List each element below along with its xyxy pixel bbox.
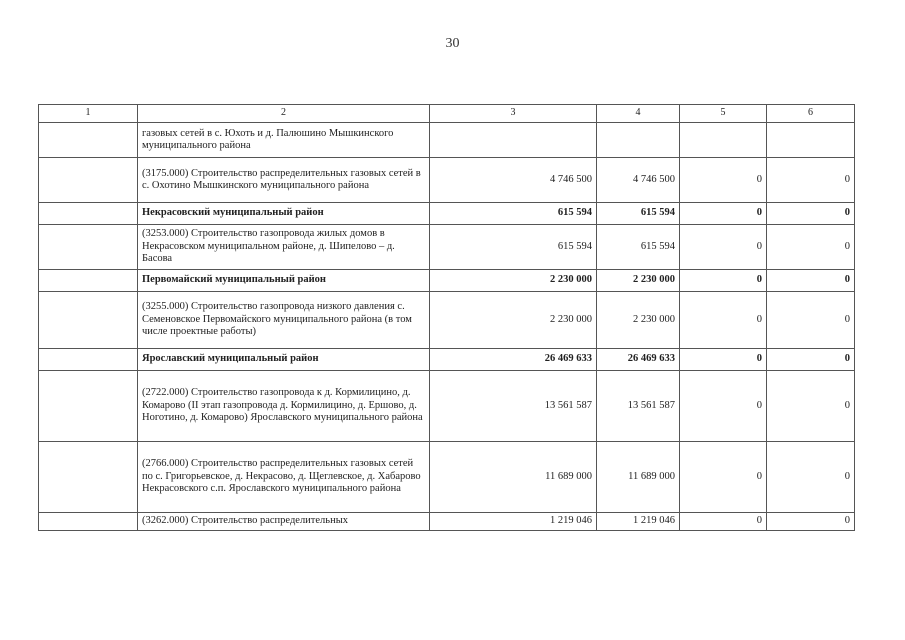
amount-col5: 0 bbox=[680, 158, 767, 203]
project-name: (2722.000) Строительство газопровода к д. Кормилицино, д. Комарово (II этап газопровода д. Кормилицино, д. Ершово, д. Ноготино, д. Комарово) Ярославского муниципального района bbox=[138, 371, 430, 442]
column-header: 3 bbox=[430, 105, 597, 123]
column-header: 5 bbox=[680, 105, 767, 123]
cell-empty bbox=[39, 371, 138, 442]
column-header: 6 bbox=[767, 105, 855, 123]
amount-col4: 13 561 587 bbox=[597, 371, 680, 442]
project-name: (2766.000) Строительство распределительных газовых сетей по с. Григорьевское, д. Некрасово, д. Щеглевское, д. Хабарово Некрасовского с.п. Ярославского муниципального района bbox=[138, 442, 430, 513]
amount-col5: 0 bbox=[680, 270, 767, 292]
amount-col4: 615 594 bbox=[597, 203, 680, 225]
amount-col6: 0 bbox=[767, 371, 855, 442]
column-header: 4 bbox=[597, 105, 680, 123]
cell-empty bbox=[39, 349, 138, 371]
district-name: Ярославский муниципальный район bbox=[138, 349, 430, 371]
amount-col3: 615 594 bbox=[430, 225, 597, 270]
table-row bbox=[39, 371, 855, 442]
amount-col4: 1 219 046 bbox=[597, 513, 680, 531]
amount-col4: 615 594 bbox=[597, 225, 680, 270]
project-name: (3175.000) Строительство распределительных газовых сетей в с. Охотино Мышкинского муниципального района bbox=[138, 158, 430, 203]
district-name: Некрасовский муниципальный район bbox=[138, 203, 430, 225]
district-row bbox=[39, 270, 855, 292]
amount-col6: 0 bbox=[767, 442, 855, 513]
project-name: (3255.000) Строительство газопровода низкого давления с. Семеновское Первомайского муниципального района (в том числе проектные работы) bbox=[138, 292, 430, 349]
amount-col5: 0 bbox=[680, 225, 767, 270]
district-name: Первомайский муниципальный район bbox=[138, 270, 430, 292]
amount-col6: 0 bbox=[767, 349, 855, 371]
amount-col6 bbox=[767, 123, 855, 158]
amount-col3: 13 561 587 bbox=[430, 371, 597, 442]
amount-col5 bbox=[680, 123, 767, 158]
amount-col4: 2 230 000 bbox=[597, 270, 680, 292]
page-number: 30 bbox=[445, 36, 460, 51]
column-header: 2 bbox=[138, 105, 430, 123]
amount-col3: 1 219 046 bbox=[430, 513, 597, 531]
amount-col4: 26 469 633 bbox=[597, 349, 680, 371]
amount-col3: 2 230 000 bbox=[430, 292, 597, 349]
amount-col4: 4 746 500 bbox=[597, 158, 680, 203]
amount-col6: 0 bbox=[767, 270, 855, 292]
budget-table bbox=[38, 104, 855, 531]
cell-empty bbox=[39, 123, 138, 158]
table-row bbox=[39, 442, 855, 513]
amount-col3: 2 230 000 bbox=[430, 270, 597, 292]
cell-empty bbox=[39, 158, 138, 203]
project-name: (3253.000) Строительство газопровода жилых домов в Некрасовском муниципальном районе, д. Шипелово – д. Басова bbox=[138, 225, 430, 270]
amount-col3: 26 469 633 bbox=[430, 349, 597, 371]
amount-col5: 0 bbox=[680, 513, 767, 531]
amount-col5: 0 bbox=[680, 203, 767, 225]
table-row bbox=[39, 158, 855, 203]
cell-empty bbox=[39, 270, 138, 292]
amount-col6: 0 bbox=[767, 158, 855, 203]
cell-empty bbox=[39, 442, 138, 513]
amount-col3: 11 689 000 bbox=[430, 442, 597, 513]
table-header-row bbox=[39, 105, 855, 123]
amount-col5: 0 bbox=[680, 442, 767, 513]
cell-empty bbox=[39, 225, 138, 270]
amount-col4: 2 230 000 bbox=[597, 292, 680, 349]
amount-col6: 0 bbox=[767, 292, 855, 349]
column-header: 1 bbox=[39, 105, 138, 123]
amount-col6: 0 bbox=[767, 203, 855, 225]
table-row bbox=[39, 225, 855, 270]
amount-col4 bbox=[597, 123, 680, 158]
table-row bbox=[39, 292, 855, 349]
district-row bbox=[39, 203, 855, 225]
amount-col3: 615 594 bbox=[430, 203, 597, 225]
district-row bbox=[39, 349, 855, 371]
project-name: (3262.000) Строительство распределительных bbox=[138, 513, 430, 531]
amount-col5: 0 bbox=[680, 349, 767, 371]
cell-empty bbox=[39, 292, 138, 349]
cell-empty bbox=[39, 203, 138, 225]
table-row bbox=[39, 513, 855, 531]
amount-col3 bbox=[430, 123, 597, 158]
project-name: газовых сетей в с. Юхоть и д. Палюшино Мышкинского муниципального района bbox=[138, 123, 430, 158]
amount-col4: 11 689 000 bbox=[597, 442, 680, 513]
amount-col6: 0 bbox=[767, 513, 855, 531]
amount-col6: 0 bbox=[767, 225, 855, 270]
table-row bbox=[39, 123, 855, 158]
amount-col5: 0 bbox=[680, 371, 767, 442]
cell-empty bbox=[39, 513, 138, 531]
amount-col5: 0 bbox=[680, 292, 767, 349]
amount-col3: 4 746 500 bbox=[430, 158, 597, 203]
